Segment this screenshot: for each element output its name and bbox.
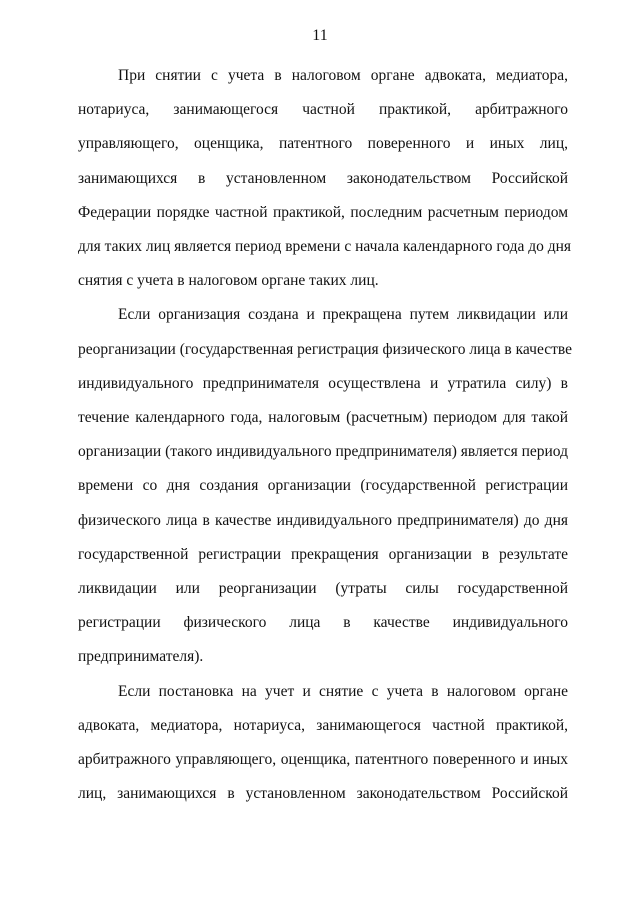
text-line: течение календарного года, налоговым (расчетным) периодом для такой xyxy=(78,409,568,427)
text-line: адвоката, медиатора, нотариуса, занимающегося частной практикой, xyxy=(78,716,568,734)
text-line: времени со дня создания организации (государственной регистрации xyxy=(78,477,568,495)
paragraph-3 xyxy=(78,675,568,812)
text-line: государственной регистрации прекращения организации в результате xyxy=(78,545,568,563)
text-line: ликвидации или реорганизации (утраты силы государственной xyxy=(78,580,568,598)
text-line: предпринимателя). xyxy=(78,648,204,666)
text-line: Федерации порядке частной практикой, последним расчетным периодом xyxy=(78,203,568,221)
page-number: 11 xyxy=(312,27,328,44)
document-body xyxy=(78,59,572,811)
paragraph-2 xyxy=(78,298,572,674)
text-line: для таких лиц является период времени с начала календарного года до дня xyxy=(78,238,572,256)
paragraph-1 xyxy=(78,59,572,298)
text-line: При снятии с учета в налоговом органе адвоката, медиатора, xyxy=(118,67,568,84)
text-line: арбитражного управляющего, оценщика, патентного поверенного и иных xyxy=(78,751,568,769)
text-line: индивидуального предпринимателя осуществлена и утратила силу) в xyxy=(78,374,568,392)
text-line: Если организация создана и прекращена путем ликвидации или xyxy=(118,306,568,324)
text-line: организации (такого индивидуального предпринимателя) является период xyxy=(78,443,568,461)
text-line: снятия с учета в налоговом органе таких лиц. xyxy=(78,272,379,290)
text-line: нотариуса, занимающегося частной практикой, арбитражного xyxy=(78,101,568,119)
text-line: лиц, занимающихся в установленном законодательством Российской xyxy=(78,785,568,803)
text-line: физического лица в качестве индивидуального предпринимателя) до дня xyxy=(78,511,568,529)
text-line: регистрации физического лица в качестве индивидуального xyxy=(78,614,568,632)
text-line: Если постановка на учет и снятие с учета в налоговом органе xyxy=(118,682,568,700)
text-line: реорганизации (государственная регистрация физического лица в качестве xyxy=(78,340,572,358)
text-line: занимающихся в установленном законодательством Российской xyxy=(78,169,568,187)
text-line: управляющего, оценщика, патентного поверенного и иных лиц, xyxy=(78,135,568,153)
